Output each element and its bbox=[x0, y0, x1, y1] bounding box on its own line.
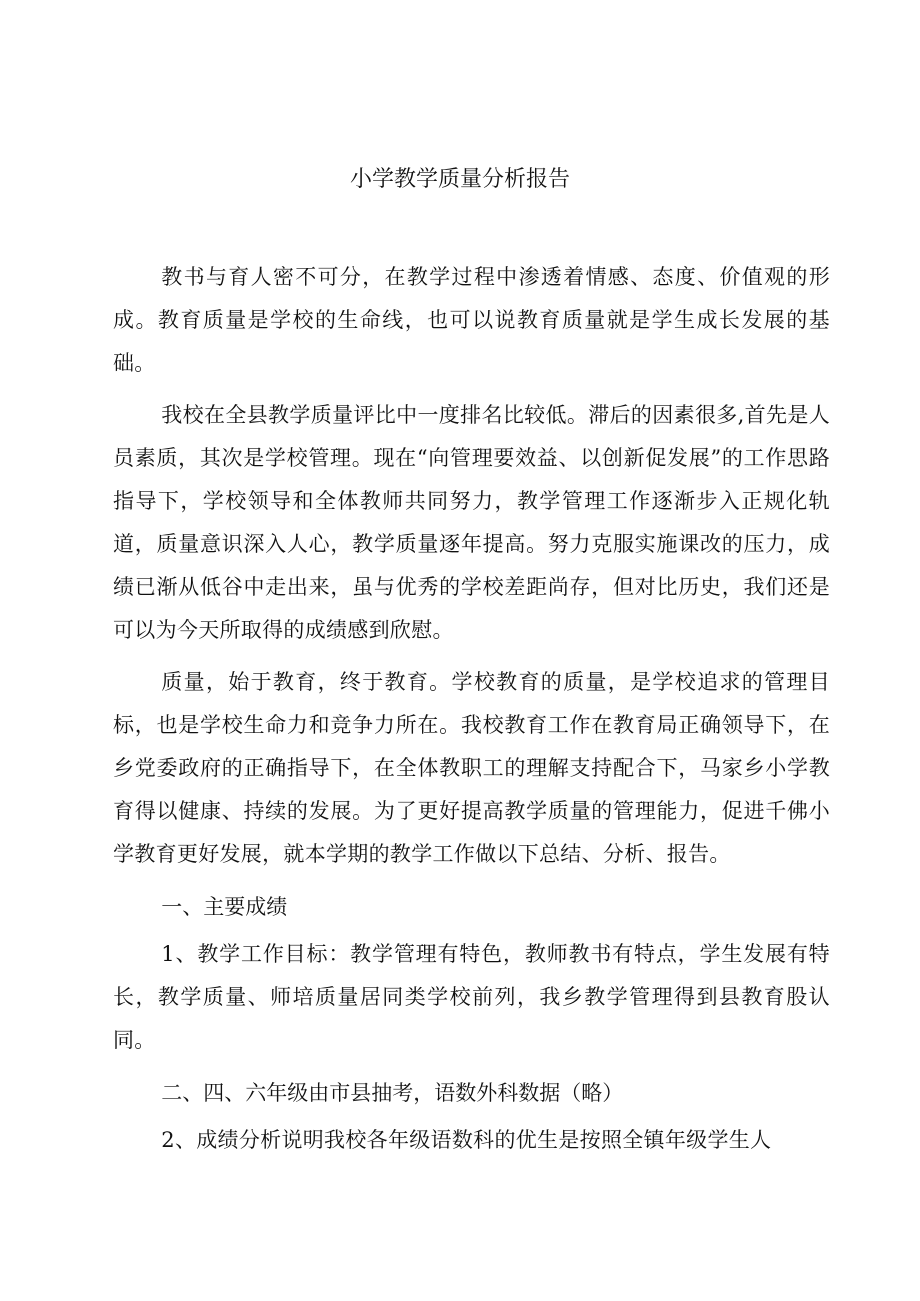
section-heading-exam-data: 二、四、六年级由市县抽考，语数外科数据（略） bbox=[161, 1081, 624, 1105]
paragraph-school-ranking: 我校在全县教学质量评比中一度排名比较低。滞后的因素很多,首先是人员素质，其次是学校管理。现在“向管理要效益、以创新促发展”的工作思路指导下，学校领导和全体教师共同努力，教学管理工作逐渐步入正规化轨道，质量意识深入人心，教学质量逐年提高。努力克服实施课改的压力，成绩已渐从低谷中走出来，虽与优秀的学校差距尚存，但对比历史，我们还是可以为今天所取得的成绩感到欣慰。 bbox=[113, 403, 830, 642]
section-heading-main-achievements: 一、主要成绩 bbox=[161, 895, 288, 919]
paragraph-quality: 质量，始于教育，终于教育。学校教育的质量，是学校追求的管理目标，也是学校生命力和竞争力所在。我校教育工作在教育局正确领导下，在乡党委政府的正确指导下，在全体教职工的理解支持配合下，马家乡小学教育得以健康、持续的发展。为了更好提高教学质量的管理能力，促进千佛小学教育更好发展，就本学期的教学工作做以下总结、分析、报告。 bbox=[113, 670, 830, 866]
paragraph-intro: 教书与育人密不可分，在教学过程中渗透着情感、态度、价值观的形成。教育质量是学校的生命线，也可以说教育质量就是学生成长发展的基础。 bbox=[113, 265, 830, 375]
list-item-score-analysis: 2、成绩分析说明我校各年级语数科的优生是按照全镇年级学生人 bbox=[161, 1128, 772, 1152]
document-body bbox=[113, 256, 830, 1171]
document-title: 小学教学质量分析报告 bbox=[349, 167, 570, 192]
list-item-teaching-goals: 1、教学工作目标：教学管理有特色，教师教书有特点，学生发展有特长，教学质量、师培质量居同类学校前列，我乡教学管理得到县教育股认同。 bbox=[113, 942, 830, 1052]
